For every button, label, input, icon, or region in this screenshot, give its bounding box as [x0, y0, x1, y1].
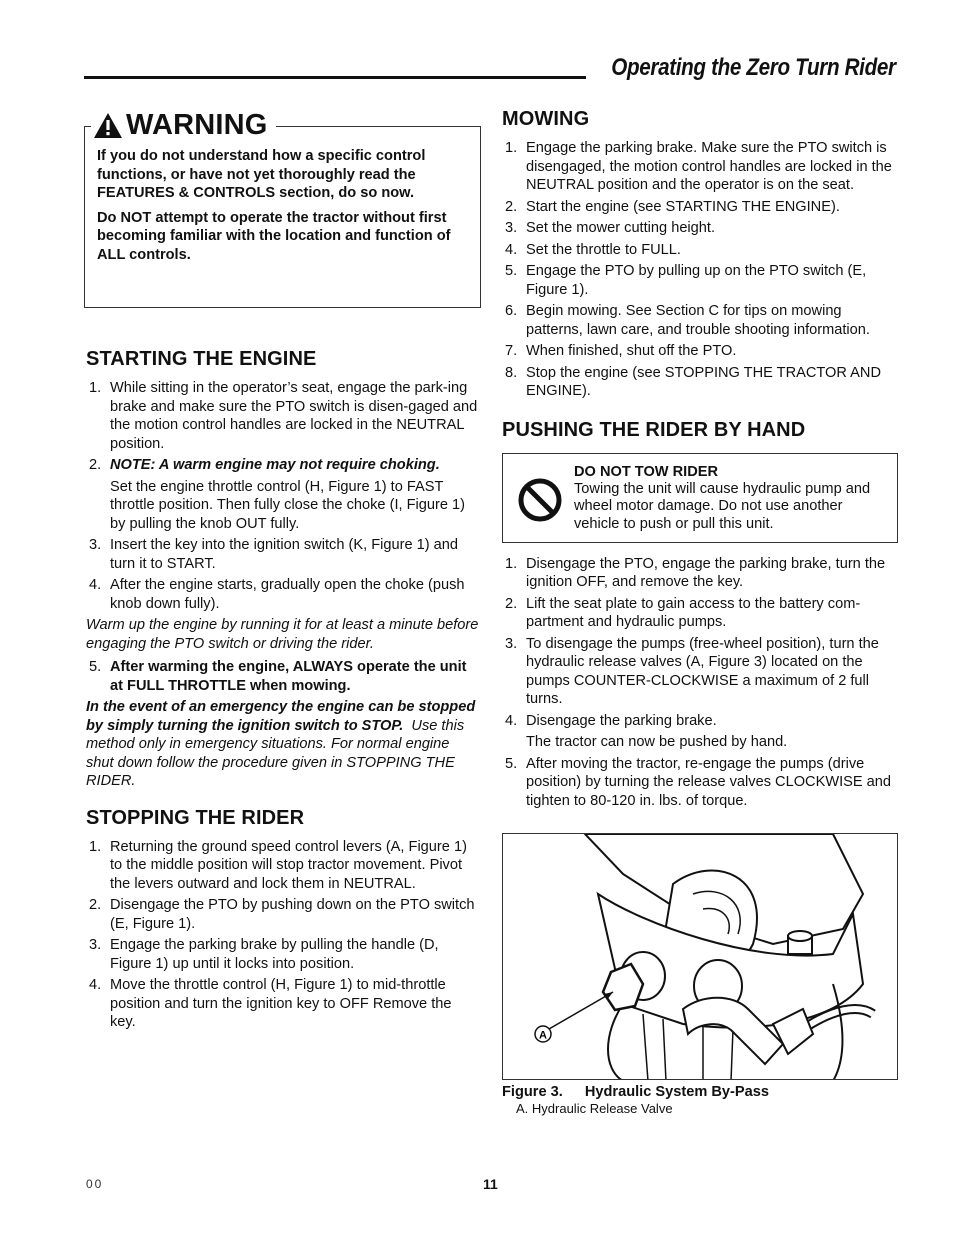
list-item: 1. Returning the ground speed control levers (A, Figure 1) to the middle position will stop tractor movement. Pivot the levers outward and lock them in NEUTRAL. [89, 838, 467, 892]
warmup-note: Warm up the engine by running it for at least a minute before engaging the PTO switch or driving the rider. [86, 617, 479, 652]
list-item: 6. Begin mowing. See Section C for tips on mowing patterns, lawn care, and trouble shooting information. [505, 303, 870, 338]
list-item: 2. Disengage the PTO by pushing down on the PTO switch (E, Figure 1). [89, 897, 475, 932]
choke-note: NOTE: A warm engine may not require choking. [110, 457, 440, 473]
figure-callout-a: A [539, 1029, 547, 1042]
list-item: 3. Set the mower cutting height. [505, 220, 716, 236]
list-item: 1. While sitting in the operator’s seat, engage the park-ing brake and make sure the PTO switch is disen-gaged and the motion control handles are locked in the NEUTRAL position. [89, 380, 478, 452]
starting-steps [86, 379, 481, 613]
list-item: 1. Engage the parking brake. Make sure the PTO switch is disengaged, the motion control handles are locked in the NEUTRAL position and the operator is on the seat. [505, 140, 892, 193]
list-item: 3. Insert the key into the ignition switch (K, Figure 1) and turn it to START. [89, 537, 458, 572]
list-item: 5. After moving the tractor, re-engage the pumps (drive position) by turning the release valves CLOCKWISE and tighten to 80-120 in. lbs. of torque. [505, 755, 892, 809]
list-item: 4. Disengage the parking brake. The tractor can now be pushed by hand. [502, 712, 898, 752]
list-item: 4. After the engine starts, gradually open the choke (push knob down fully). [89, 577, 465, 612]
list-item: 7. When finished, shut off the PTO. [505, 343, 737, 359]
page-number: 11 [483, 1176, 498, 1192]
warning-text-2: Do NOT attempt to operate the tractor without first becoming familiar with the location and function of ALL controls. [97, 209, 451, 263]
list-item: 3. To disengage the pumps (free-wheel position), turn the hydraulic release valves (A, Figure 3) located on the pumps COUNTER-CLOCKWISE a maximum of 2 full turns. [505, 635, 879, 707]
list-item: 2. NOTE: A warm engine may not require choking. Set the engine throttle control (H, Figure 1) to FAST throttle position. Then fully close the choke (I, Figure 1) by pulling the knob OUT fully. [86, 456, 481, 533]
footer-code: 00 [86, 1177, 104, 1191]
tow-text: Towing the unit will cause hydraulic pump and wheel motor damage. Do not use another vehicle to push or pull this unit. [574, 480, 871, 532]
list-item: 2. Start the engine (see STARTING THE ENGINE). [505, 198, 840, 215]
prohibited-icon [517, 477, 563, 523]
left-column [86, 108, 481, 1035]
header-rule [84, 76, 586, 79]
list-item: 5. After warming the engine, ALWAYS operate the unit at FULL THROTTLE when mowing. [89, 659, 467, 694]
figure-caption: Figure 3. Hydraulic System By-Pass [502, 1084, 769, 1100]
list-item: 2. Lift the seat plate to gain access to the battery com-partment and hydraulic pumps. [505, 595, 861, 630]
warning-title: WARNING [126, 109, 268, 141]
list-item: 4. Move the throttle control (H, Figure 1) to mid-throttle position and turn the ignition key to OFF Remove the key. [89, 977, 452, 1030]
push-by-hand-note: The tractor can now be pushed by hand. [526, 734, 788, 750]
pushing-heading: PUSHING THE RIDER BY HAND [502, 418, 806, 441]
emergency-note: In the event of an emergency the engine can be stopped by simply turning the ignition switch to STOP. Use this method only in emergency situations. For normal engine shut down follow the procedure given in STOPPING THE RIDER. [86, 699, 476, 789]
tow-title: DO NOT TOW RIDER [574, 463, 719, 480]
choke-instructions: Set the engine throttle control (H, Figure 1) to FAST throttle position. Then fully close the choke (I, Figure 1) by pulling the knob OUT fully. [110, 478, 466, 532]
list-item: 4. Set the throttle to FULL. [505, 241, 681, 258]
stopping-steps [86, 838, 481, 1032]
page-title: Operating the Zero Turn Rider [611, 54, 896, 81]
list-item: 8. Stop the engine (see STOPPING THE TRACTOR AND ENGINE). [505, 364, 881, 399]
warning-box [84, 109, 481, 308]
warning-triangle-icon [93, 112, 123, 139]
pushing-steps [502, 555, 898, 811]
stopping-heading: STOPPING THE RIDER [86, 806, 305, 829]
do-not-tow-box [502, 453, 898, 543]
hydraulic-figure [502, 833, 898, 1080]
list-item: 1. Disengage the PTO, engage the parking brake, turn the ignition OFF, and remove the key. [505, 555, 886, 590]
figure-legend: A. Hydraulic Release Valve [516, 1101, 673, 1116]
starting-steps-cont [86, 658, 481, 695]
mowing-heading: MOWING [502, 108, 590, 130]
right-column [502, 108, 898, 1116]
starting-heading: STARTING THE ENGINE [86, 348, 317, 370]
list-item: 3. Engage the parking brake by pulling the handle (D, Figure 1) up until it locks into position. [89, 937, 439, 972]
warning-header [91, 109, 276, 142]
hydraulic-illustration [503, 834, 898, 1080]
warning-text-1: If you do not understand how a specific control functions, or have not yet thoroughly read the FEATURES & CONTROLS section, do so now. [97, 148, 426, 201]
mowing-steps [502, 139, 898, 401]
list-item: 5. Engage the PTO by pulling up on the PTO switch (E, Figure 1). [505, 263, 867, 298]
